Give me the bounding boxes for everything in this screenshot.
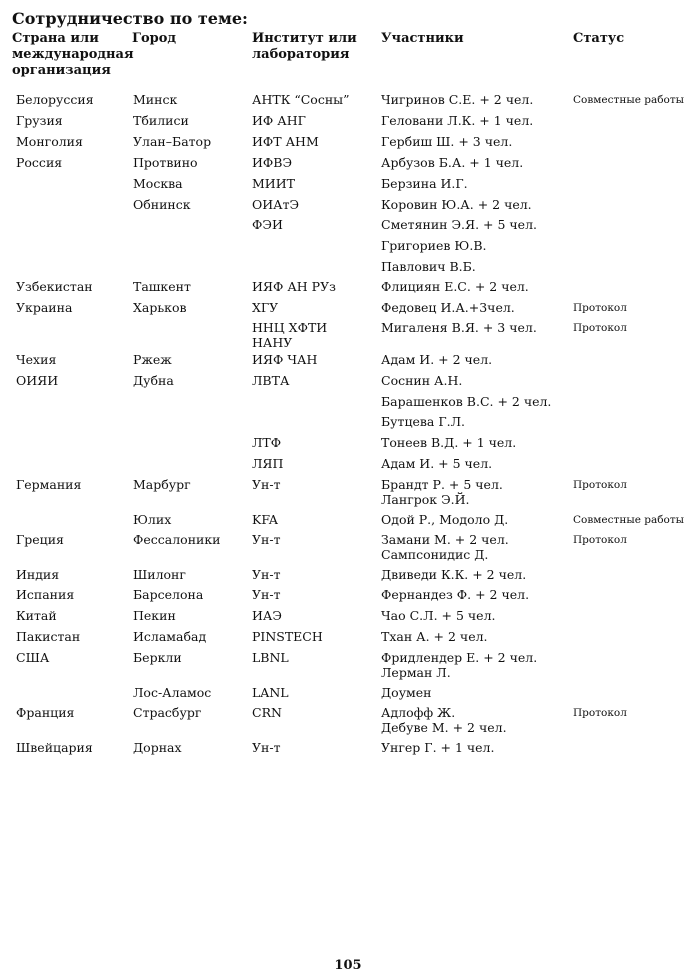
cell-institute: ИФВЭ xyxy=(252,155,293,170)
cell-city: Исламабад xyxy=(133,629,207,644)
cell-institute: Ун-т xyxy=(252,587,281,602)
cell-participants: Чигринов С.Е. + 2 чел. xyxy=(381,92,534,107)
cell-city: Марбург xyxy=(133,477,191,492)
cell-country: Россия xyxy=(16,155,63,170)
cell-status: Протокол xyxy=(573,322,627,334)
column-header-country: Страна или международная организация xyxy=(12,31,134,78)
cell-participants: Григориев Ю.В. xyxy=(381,238,487,253)
cell-status: Протокол xyxy=(573,534,627,546)
page-number: 105 xyxy=(334,958,362,973)
cell-institute: ИФТ АНМ xyxy=(252,134,319,149)
cell-institute: ЛВТА xyxy=(252,373,290,388)
cell-participants: Арбузов Б.А. + 1 чел. xyxy=(381,155,524,170)
cell-city: Страсбург xyxy=(133,705,202,720)
cell-participants: Гербиш Ш. + 3 чел. xyxy=(381,134,513,149)
cell-city: Ташкент xyxy=(133,279,191,294)
cell-participants: Сметянин Э.Я. + 5 чел. xyxy=(381,217,537,232)
cell-institute: Ун-т xyxy=(252,477,281,492)
cell-city: Тбилиси xyxy=(133,113,189,128)
cell-participants: Мигаленя В.Я. + 3 чел. xyxy=(381,320,537,335)
cell-country: Пакистан xyxy=(16,629,81,644)
cell-institute: АНТК “Сосны” xyxy=(252,92,350,107)
cell-country: Грузия xyxy=(16,113,63,128)
cell-institute: KFA xyxy=(252,512,278,527)
cell-institute: ИФ АНГ xyxy=(252,113,306,128)
cell-participants: Барашенков В.С. + 2 чел. xyxy=(381,394,552,409)
cell-institute: ЛЯП xyxy=(252,456,284,471)
cell-institute: LBNL xyxy=(252,650,289,665)
cell-country: Монголия xyxy=(16,134,83,149)
column-header-participants: Участники xyxy=(381,31,464,46)
cell-institute: LANL xyxy=(252,685,289,700)
cell-participants: Брандт Р. + 5 чел. Лангрок Э.Й. xyxy=(381,477,503,507)
cell-country: Греция xyxy=(16,532,64,547)
cell-city: Барселона xyxy=(133,587,204,602)
cell-city: Харьков xyxy=(133,300,187,315)
cell-country: Швейцария xyxy=(16,740,93,755)
cell-city: Юлих xyxy=(133,512,172,527)
page-title: Сотрудничество по теме: xyxy=(12,9,248,28)
cell-country: Индия xyxy=(16,567,60,582)
cell-participants: Бутцева Г.Л. xyxy=(381,414,466,429)
cell-participants: Берзина И.Г. xyxy=(381,176,468,191)
cell-participants: Тонеев В.Д. + 1 чел. xyxy=(381,435,517,450)
cell-institute: ЛТФ xyxy=(252,435,282,450)
cell-participants: Федовец И.А.+3чел. xyxy=(381,300,515,315)
cell-institute: ФЭИ xyxy=(252,217,283,232)
cell-participants: Фернандез Ф. + 2 чел. xyxy=(381,587,530,602)
cell-participants: Чао С.Л. + 5 чел. xyxy=(381,608,496,623)
cell-institute: МИИТ xyxy=(252,176,295,191)
cell-participants: Геловани Л.К. + 1 чел. xyxy=(381,113,534,128)
column-header-city: Город xyxy=(132,31,177,46)
cell-institute: CRN xyxy=(252,705,282,720)
cell-city: Улан–Батор xyxy=(133,134,212,149)
cell-participants: Павлович В.Б. xyxy=(381,259,476,274)
cell-status: Протокол xyxy=(573,302,627,314)
cell-city: Беркли xyxy=(133,650,182,665)
cell-institute: ИЯФ ЧАН xyxy=(252,352,318,367)
cell-city: Протвино xyxy=(133,155,198,170)
cell-country: Франция xyxy=(16,705,75,720)
cell-country: Украина xyxy=(16,300,73,315)
column-header-institute: Институт или лаборатория xyxy=(252,31,357,62)
cell-participants: Флициян Е.С. + 2 чел. xyxy=(381,279,529,294)
cell-country: Узбекистан xyxy=(16,279,93,294)
cell-participants: Двиведи К.К. + 2 чел. xyxy=(381,567,527,582)
cell-participants: Одой Р., Модоло Д. xyxy=(381,512,509,527)
cell-country: Испания xyxy=(16,587,75,602)
cell-city: Дубна xyxy=(133,373,174,388)
cell-participants: Унгер Г. + 1 чел. xyxy=(381,740,495,755)
cell-institute: ИЯФ АН РУз xyxy=(252,279,336,294)
cell-institute: ИАЭ xyxy=(252,608,282,623)
cell-participants: Соснин А.Н. xyxy=(381,373,463,388)
cell-institute: Ун-т xyxy=(252,567,281,582)
cell-participants: Доумен xyxy=(381,685,432,700)
cell-city: Лос-Аламос xyxy=(133,685,212,700)
cell-country: Чехия xyxy=(16,352,57,367)
cell-city: Ржеж xyxy=(133,352,172,367)
cell-participants: Адлофф Ж. Дебуве М. + 2 чел. xyxy=(381,705,507,735)
cell-participants: Адам И. + 5 чел. xyxy=(381,456,493,471)
cell-institute: ОИАтЭ xyxy=(252,197,300,212)
cell-participants: Замани М. + 2 чел. Сампсонидис Д. xyxy=(381,532,509,562)
cell-participants: Коровин Ю.А. + 2 чел. xyxy=(381,197,532,212)
cell-city: Обнинск xyxy=(133,197,191,212)
cell-city: Пекин xyxy=(133,608,176,623)
cell-country: Китай xyxy=(16,608,57,623)
cell-country: ОИЯИ xyxy=(16,373,59,388)
cell-city: Минск xyxy=(133,92,178,107)
cell-institute: ННЦ ХФТИ НАНУ xyxy=(252,320,328,350)
cell-institute: ХГУ xyxy=(252,300,279,315)
cell-status: Совместные работы xyxy=(573,514,685,526)
cell-participants: Адам И. + 2 чел. xyxy=(381,352,493,367)
cell-country: США xyxy=(16,650,50,665)
cell-institute: PINSTECH xyxy=(252,629,323,644)
cell-country: Белоруссия xyxy=(16,92,94,107)
cell-country: Германия xyxy=(16,477,82,492)
cell-city: Москва xyxy=(133,176,183,191)
cell-city: Фессалоники xyxy=(133,532,221,547)
cell-institute: Ун-т xyxy=(252,532,281,547)
cell-participants: Тхан А. + 2 чел. xyxy=(381,629,488,644)
cell-participants: Фридлендер Е. + 2 чел. Лерман Л. xyxy=(381,650,538,680)
column-header-status: Статус xyxy=(573,31,625,46)
cell-status: Совместные работы xyxy=(573,94,685,106)
cell-status: Протокол xyxy=(573,707,627,719)
cell-city: Дорнах xyxy=(133,740,182,755)
cell-status: Протокол xyxy=(573,479,627,491)
cell-city: Шилонг xyxy=(133,567,186,582)
cell-institute: Ун-т xyxy=(252,740,281,755)
